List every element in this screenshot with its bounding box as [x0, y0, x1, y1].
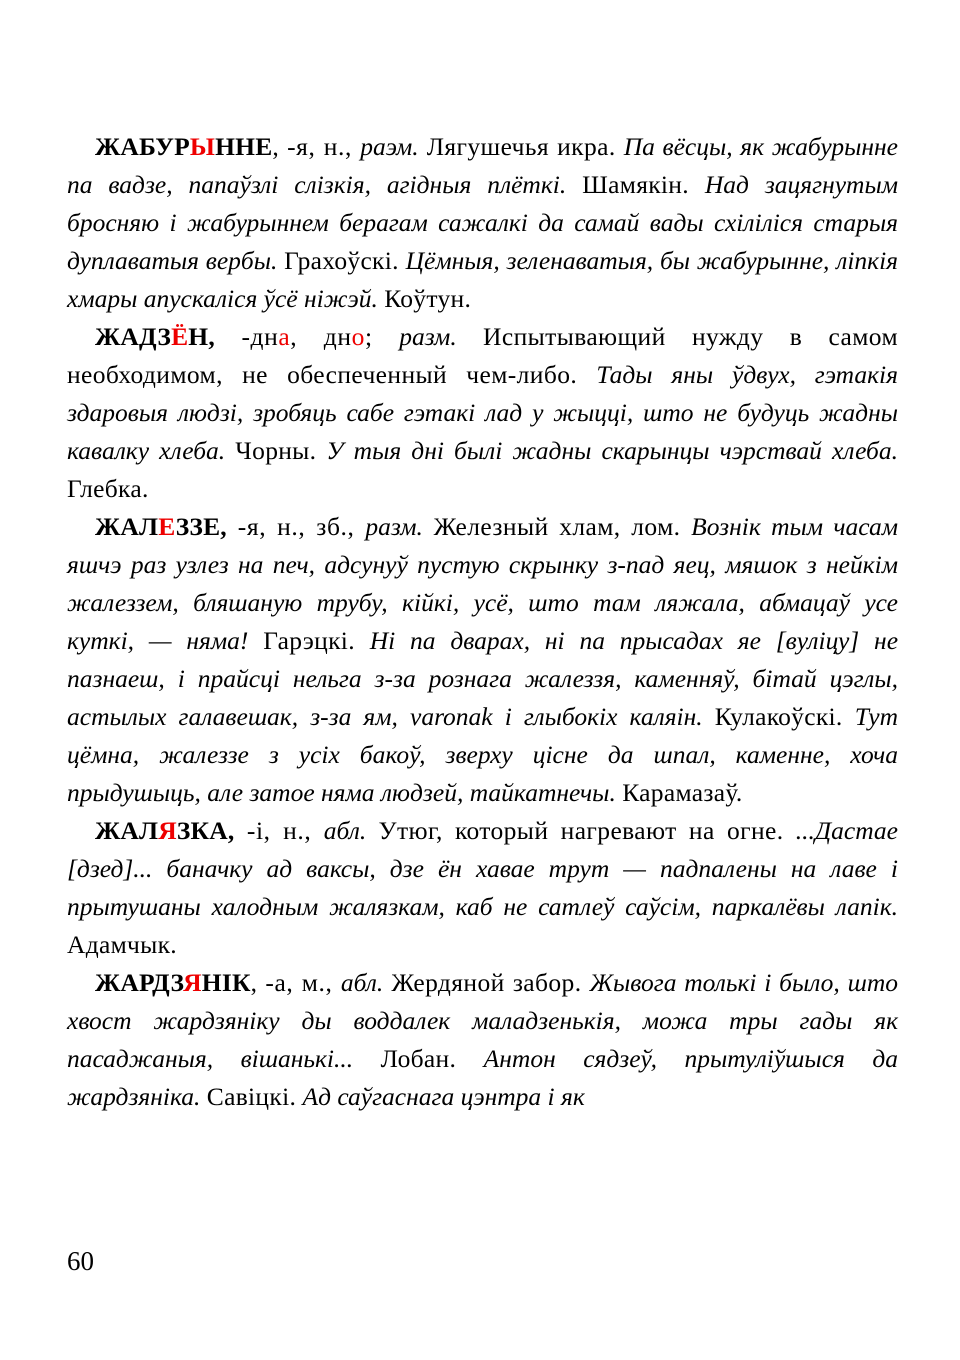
inflection-forms [215, 322, 399, 351]
space [225, 436, 235, 465]
space [355, 626, 370, 655]
headword-part: ЖАЛ [95, 512, 159, 541]
citation-author: Лобан. [380, 1044, 457, 1073]
citation-author: Савіцкі. [206, 1082, 297, 1111]
headword [95, 816, 234, 845]
grammar-info: -я, н., [278, 132, 361, 161]
citation-author: Кулакоўскі. [714, 702, 843, 731]
headword [95, 132, 272, 161]
space [353, 1044, 381, 1073]
headword [95, 968, 251, 997]
stress-vowel: Е [158, 512, 176, 541]
headword-punctuation: , [272, 132, 279, 161]
space [703, 702, 715, 731]
headword-punctuation: , [250, 968, 258, 997]
usage-label: раэм. [360, 132, 419, 161]
grammar-info: -і, н., [234, 816, 324, 845]
space [399, 246, 406, 275]
stress-vowel: а [278, 322, 291, 351]
usage-label: абл. [323, 816, 367, 845]
citation-author: Гарэцкі. [263, 626, 355, 655]
space [316, 436, 326, 465]
grammar-info: -я, н., зб., [226, 512, 366, 541]
stress-vowel: Я [183, 968, 202, 997]
citation-example: Антон сядзеў, прытуліўшыся да жардзяніка. [67, 1044, 899, 1111]
citation-author: Карамазаў. [622, 778, 743, 807]
definition: Испытывающий нужду в самом необходимом, не обеспеченный чем-либо. [67, 322, 898, 389]
headword [95, 512, 227, 541]
headword-part: ЖАЛ [95, 816, 159, 845]
inflection-part: -дн [214, 322, 279, 351]
citation-example: Тады яны ўдвух, гэтакія здаровыя людзі, зробяць сабе гэтакі лад у жыцці, што не будуць жадны кавалку хлеба. [67, 360, 898, 465]
stress-vowel: Я [158, 816, 177, 845]
space [689, 170, 705, 199]
space [248, 626, 263, 655]
citation-example: Па вёсцы, як жабурынне па вадзе, папаўзлі слізкія, агідныя плёткі. [67, 132, 898, 199]
citation-author: Грахоўскі. [284, 246, 399, 275]
dictionary-entry [67, 318, 898, 508]
citation-example: Вознік тым часам яшчэ раз узлез на печ, адсунуў пустую скрынку з-пад яец, мяшок з нейкім жалеззем, бляшаную трубу, кійкі, усё, што там ляжала, абмацаў усе куткі, — няма! [67, 512, 898, 655]
citation-example: Ад саўгаснага цэнтра і як [302, 1082, 585, 1111]
page-number: 60 [67, 1246, 94, 1276]
usage-label: абл. [340, 968, 384, 997]
headword-part: ЖАРДЗ [95, 968, 184, 997]
space [456, 1044, 484, 1073]
dictionary-entry [67, 812, 898, 964]
citation-author: Глебка. [67, 474, 149, 503]
text-column [67, 128, 898, 1116]
dictionary-entry [67, 128, 898, 318]
grammar-info: -а, м., [257, 968, 341, 997]
space [843, 702, 855, 731]
citation-author: Коўтун. [384, 284, 472, 313]
citation-example: У тыя дні былі жадны скарынцы чэрствай хлеба. [326, 436, 899, 465]
usage-label: разм. [365, 512, 423, 541]
dictionary-entry [67, 964, 898, 1116]
dictionary-entry [67, 508, 898, 812]
inflection-part: , дн [290, 322, 352, 351]
definition: Железный хлам, лом. [422, 512, 692, 541]
definition: Утюг, который нагревают на огне. [366, 816, 796, 845]
definition: Жердяной забор. [383, 968, 590, 997]
headword-part: ЗКА, [176, 816, 235, 845]
stress-vowel: Ы [189, 132, 216, 161]
citation-author: Адамчык. [67, 930, 177, 959]
headword-part: ННЕ [215, 132, 273, 161]
citation-example: Над зацягнутым бросняю і жабурыннем берагам сажалкі да самай вады схіліліся старыя дуплаватыя вербы. [67, 170, 898, 275]
headword-part: Н, [188, 322, 215, 351]
space [566, 170, 582, 199]
citation-example: Ні па дварах, ні па прысадах яе [вуліцу] не пазнаеш, і прайсці нельга з-за рознага жалеззя, каменняў, бітай цэглы, астылых галавешак, з-за ям, varonak і глыбокіх каляін. [67, 626, 899, 731]
inflection-part: ; [365, 322, 400, 351]
usage-label: разм. [399, 322, 457, 351]
stress-vowel: о [351, 322, 365, 351]
headword-part: ЖАБУР [95, 132, 190, 161]
headword-part: ЗЗЕ, [175, 512, 227, 541]
citation-example: Жывога толькі і было, што хвост жардзяніку ды воддалек маладзенькія, можа тры гады як пасаджаныя, вішанькі... [67, 968, 898, 1073]
headword [95, 322, 215, 351]
citation-example: Тут цёмна, жалеззе з усіх бакоў, зверху цісне да шпал, каменне, хоча прыдушыць, але затое няма людзей, тайкатнечы. [67, 702, 898, 807]
stress-vowel: Ё [171, 322, 189, 351]
citation-author: Чорны. [235, 436, 317, 465]
citation-example: Цёмныя, зеленаватыя, бы жабурынне, ліпкія хмары апускаліся ўсё ніжэй. [67, 246, 899, 313]
definition: Лягушечья икра. [418, 132, 624, 161]
citation-author: Шамякін. [582, 170, 689, 199]
citation-example: ...Дастае [дзед]... баначку ад ваксы, дзе ён хавае трут — падпалены на лаве і прытушаны халодным жалязкам, каб не сатлеў саўсім, паркалёвы лапік. [67, 816, 898, 921]
headword-part: НІК [201, 968, 251, 997]
headword-part: ЖАДЗ [95, 322, 172, 351]
